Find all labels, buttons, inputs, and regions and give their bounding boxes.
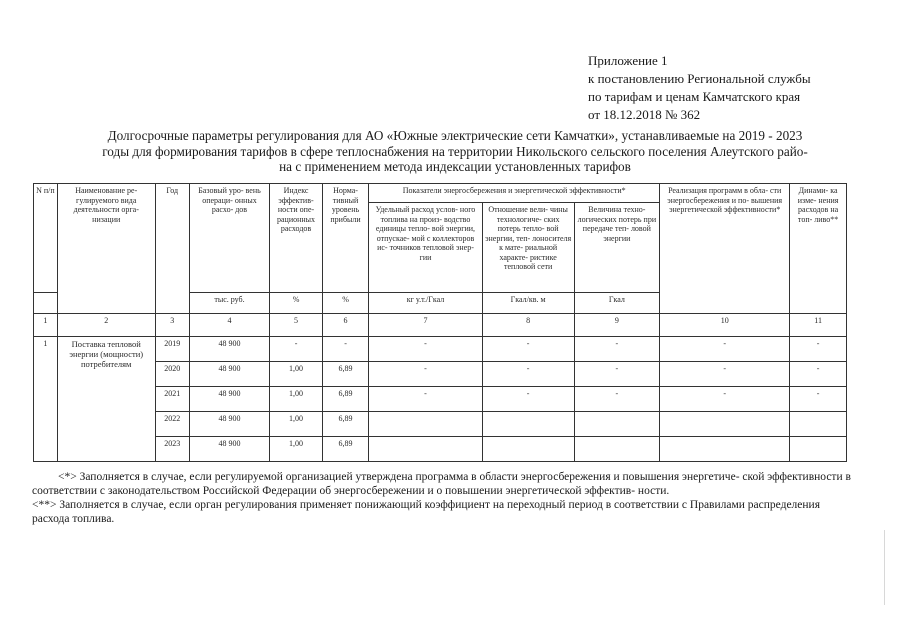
table-row — [34, 387, 847, 412]
header-dynamics: Динами- ка изме- нения расходов на топ- ливо** — [790, 184, 847, 314]
cell-programs — [660, 412, 790, 437]
column-number: 10 — [660, 314, 790, 337]
unit-losses-ratio: Гкал/кв. м — [482, 293, 574, 314]
column-number: 7 — [369, 314, 482, 337]
cell-year: 2021 — [155, 387, 189, 412]
unit-losses: Гкал — [574, 293, 660, 314]
header-base: Базовый уро- вень операци- онных расхо- дов — [189, 184, 269, 293]
cell-norm: 6,89 — [322, 387, 368, 412]
header-name: Наименование ре- гулируемого вида деятельности орга- низации — [57, 184, 155, 314]
activity-name: Поставка тепловой энергии (мощности) потребителям — [57, 337, 155, 462]
header-year: Год — [155, 184, 189, 314]
cell-year: 2020 — [155, 362, 189, 387]
cell-losses: - — [574, 387, 660, 412]
cell-norm: 6,89 — [322, 412, 368, 437]
cell-losses: - — [574, 337, 660, 362]
header-programs: Реализация программ в обла- сти энергосбережения и по- вышения энергетической эффективности* — [660, 184, 790, 314]
column-number: 2 — [57, 314, 155, 337]
footnote-1: <*> Заполняется в случае, если регулируемой организацией утверждена программа в области энергосбережения и повышения энергетиче- ской эффективности в соответствии с законодательством Российской Федерации об энергосбережении и о повышении энергетической эффектив- ности. — [32, 471, 851, 497]
cell-year: 2022 — [155, 412, 189, 437]
cell-index: 1,00 — [270, 362, 323, 387]
cell-losses: - — [574, 362, 660, 387]
header-losses-ratio: Отношение вели- чины технологиче- ских потерь тепло- вой энергии, теп- лоносителя к мате- риальной характе- ристике тепловой сети — [482, 203, 574, 293]
cell-dynamics: - — [790, 362, 847, 387]
appendix-line: от 18.12.2018 № 362 — [588, 107, 701, 122]
row-number: 1 — [34, 337, 58, 462]
cell-base: 48 900 — [189, 362, 269, 387]
title-line: Долгосрочные параметры регулирования для АО «Южные электрические сети Камчатки», устанавливаемые на 2019 - 2023 — [107, 128, 803, 143]
footnotes — [32, 470, 860, 526]
column-number: 5 — [270, 314, 323, 337]
appendix-block — [588, 52, 811, 124]
column-number: 3 — [155, 314, 189, 337]
column-number: 11 — [790, 314, 847, 337]
appendix-line: Приложение 1 — [588, 53, 668, 68]
cell-programs: - — [660, 362, 790, 387]
document-title — [30, 128, 880, 175]
cell-losses-ratio: - — [482, 337, 574, 362]
cell-losses-ratio — [482, 412, 574, 437]
cell-norm: 6,89 — [322, 437, 368, 462]
cell-losses-ratio: - — [482, 387, 574, 412]
title-line: годы для формирования тарифов в сфере теплоснабжения на территории Никольского сельского поселения Алеутского райо- — [102, 143, 808, 159]
cell-fuel: - — [369, 387, 482, 412]
column-number: 1 — [34, 314, 58, 337]
cell-fuel — [369, 437, 482, 462]
table-row — [34, 412, 847, 437]
cell-dynamics — [790, 412, 847, 437]
cell-index: 1,00 — [270, 412, 323, 437]
cell-base: 48 900 — [189, 337, 269, 362]
header-row — [34, 184, 847, 203]
cell-year: 2019 — [155, 337, 189, 362]
header-n: N п/п — [34, 184, 58, 293]
scan-artifact-line — [884, 530, 885, 605]
cell-dynamics: - — [790, 337, 847, 362]
table-row — [34, 362, 847, 387]
unit-base: тыс. руб. — [189, 293, 269, 314]
cell-dynamics: - — [790, 387, 847, 412]
cell-programs: - — [660, 337, 790, 362]
appendix-line: к постановлению Региональной службы — [588, 71, 811, 86]
table-row — [34, 337, 847, 362]
cell-fuel: - — [369, 362, 482, 387]
parameters-table — [33, 183, 847, 462]
unit-n — [34, 293, 58, 314]
cell-losses — [574, 412, 660, 437]
cell-losses-ratio — [482, 437, 574, 462]
column-number: 8 — [482, 314, 574, 337]
column-number: 4 — [189, 314, 269, 337]
cell-norm: 6,89 — [322, 362, 368, 387]
cell-fuel — [369, 412, 482, 437]
cell-programs: - — [660, 387, 790, 412]
cell-fuel: - — [369, 337, 482, 362]
header-energy-group: Показатели энергосбережения и энергетической эффективности* — [369, 184, 660, 203]
cell-index: 1,00 — [270, 437, 323, 462]
header-fuel: Удельный расход услов- ного топлива на произ- водство единицы тепло- вой энергии, отпускае- мой с коллекторов ис- точников тепловой энер- гии — [369, 203, 482, 293]
header-index: Индекс эффектив- ности опе- рационных расходов — [270, 184, 323, 293]
cell-base: 48 900 — [189, 387, 269, 412]
column-number: 6 — [322, 314, 368, 337]
cell-year: 2023 — [155, 437, 189, 462]
cell-dynamics — [790, 437, 847, 462]
cell-losses-ratio: - — [482, 362, 574, 387]
title-line: на с применением метода индексации установленных тарифов — [279, 159, 631, 174]
appendix-line: по тарифам и ценам Камчатского края — [588, 89, 801, 104]
cell-losses — [574, 437, 660, 462]
unit-fuel: кг у.т./Гкал — [369, 293, 482, 314]
column-number-row — [34, 314, 847, 337]
column-number: 9 — [574, 314, 660, 337]
cell-base: 48 900 — [189, 412, 269, 437]
cell-index: 1,00 — [270, 387, 323, 412]
cell-programs — [660, 437, 790, 462]
cell-base: 48 900 — [189, 437, 269, 462]
unit-norm: % — [322, 293, 368, 314]
header-losses: Величина техно- логических потерь при передаче теп- ловой энергии — [574, 203, 660, 293]
footnote-2: <**> Заполняется в случае, если орган регулирования применяет понижающий коэффициент на переходный период в соответствии с Правилами распределения расхода топлива. — [32, 499, 820, 525]
unit-index: % — [270, 293, 323, 314]
cell-norm: - — [322, 337, 368, 362]
header-norm: Норма- тивный уровень прибыли — [322, 184, 368, 293]
cell-index: - — [270, 337, 323, 362]
table-row — [34, 437, 847, 462]
